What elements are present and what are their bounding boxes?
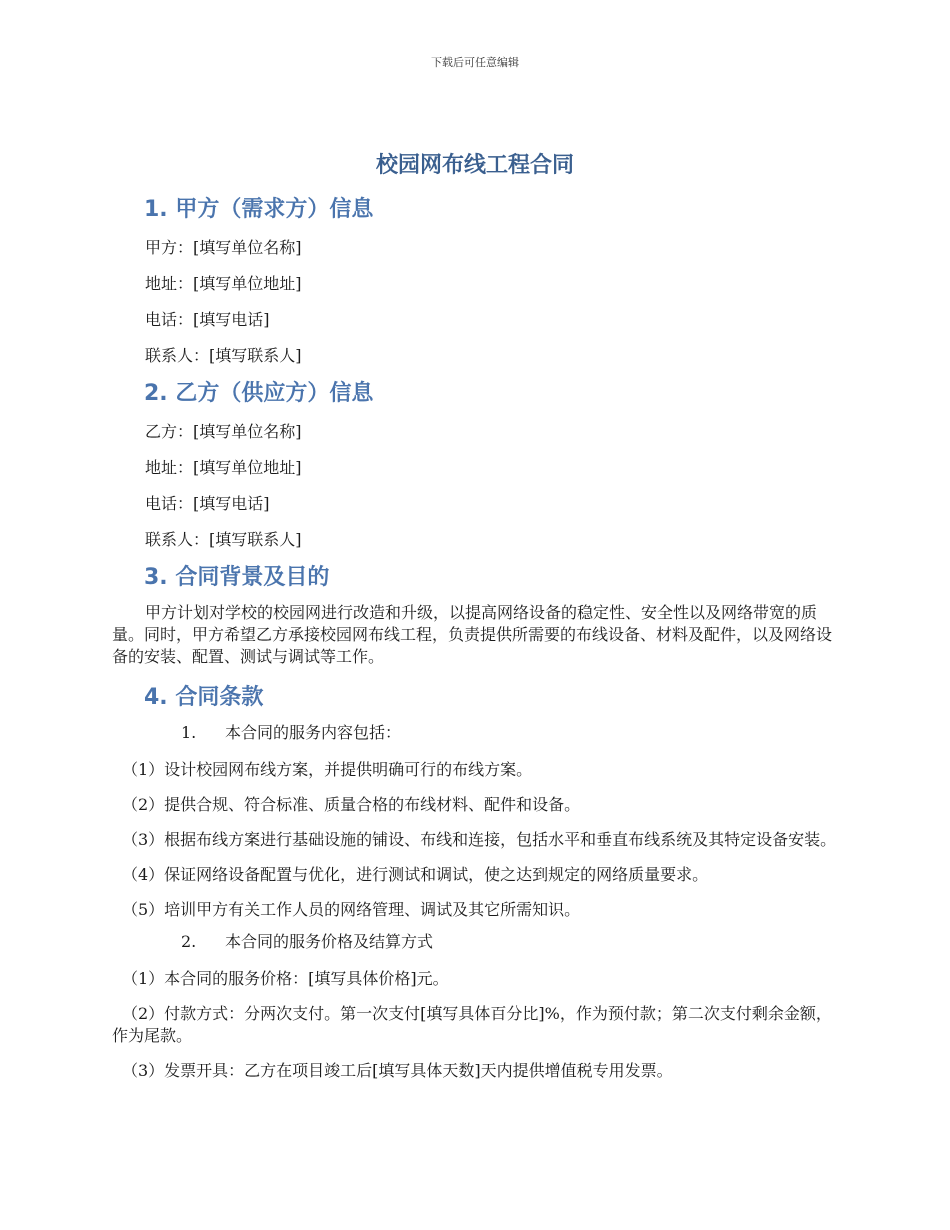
clause-2-title — [112, 927, 837, 961]
clause-1-item: （4）保证网络设备配置与优化，进行测试和调试，使之达到规定的网络质量要求。 — [122, 865, 709, 884]
party-b-phone: 电话：[填写电话] — [145, 494, 270, 513]
party-a-name: 甲方：[填写单位名称] — [145, 238, 302, 257]
document-body — [112, 190, 837, 1088]
clause-1-number: 1. — [181, 723, 197, 742]
party-b-name: 乙方：[填写单位名称] — [145, 422, 302, 441]
party-a-address: 地址：[填写单位地址] — [145, 274, 302, 293]
clause-1-title — [112, 718, 837, 752]
clause-1-text: 本合同的服务内容包括： — [225, 723, 402, 742]
section-heading-background: 3. 合同背景及目的 — [144, 565, 330, 590]
clause-2-item: （3）发票开具：乙方在项目竣工后[填写具体天数]天内提供增值税专用发票。 — [122, 1061, 673, 1080]
contract-title: 校园网布线工程合同 — [375, 153, 574, 178]
clause-2-number: 2. — [181, 932, 197, 951]
clause-1-item: （2）提供合规、符合标准、质量合格的布线材料、配件和设备。 — [122, 795, 581, 814]
section-heading-party-a: 1. 甲方（需求方）信息 — [144, 197, 374, 222]
clause-2-item: （1）本合同的服务价格：[填写具体价格]元。 — [122, 969, 449, 988]
clause-1-item: （1）设计校园网布线方案，并提供明确可行的布线方案。 — [122, 760, 533, 779]
party-b-address: 地址：[填写单位地址] — [145, 458, 302, 477]
clause-2-text: 本合同的服务价格及结算方式 — [225, 932, 434, 951]
header-note: 下载后可任意编辑 — [431, 56, 519, 69]
clause-1-item: （5）培训甲方有关工作人员的网络管理、调试及其它所需知识。 — [122, 900, 581, 919]
section-heading-party-b: 2. 乙方（供应方）信息 — [144, 381, 374, 406]
clause-2-item: （2）付款方式：分两次支付。第一次支付[填写具体百分比]%，作为预付款；第二次支付剩余金额，作为尾款。 — [112, 1004, 832, 1045]
party-a-phone: 电话：[填写电话] — [145, 310, 270, 329]
background-paragraph: 甲方计划对学校的校园网进行改造和升级，以提高网络设备的稳定性、安全性以及网络带宽的质量。同时，甲方希望乙方承接校园网布线工程，负责提供所需要的布线设备、材料及配件，以及网络设备的安装、配置、测试与调试等工作。 — [112, 603, 833, 666]
party-b-contact: 联系人：[填写联系人] — [145, 530, 302, 549]
party-a-contact: 联系人：[填写联系人] — [145, 346, 302, 365]
clause-1-item: （3）根据布线方案进行基础设施的铺设、布线和连接，包括水平和垂直布线系统及其特定设备安装。 — [122, 830, 837, 849]
section-heading-terms: 4. 合同条款 — [144, 685, 264, 710]
